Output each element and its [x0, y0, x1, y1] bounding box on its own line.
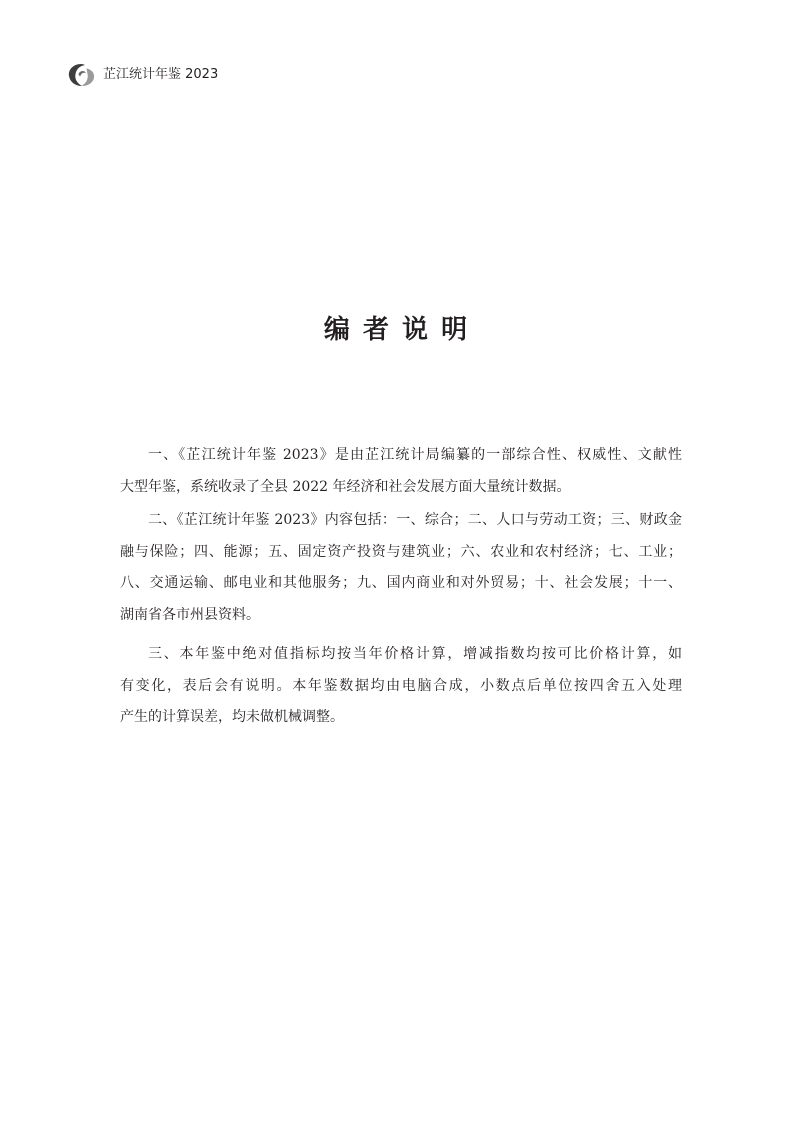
text-line: 湖南省各市州县资料。 [120, 606, 260, 623]
text-line: 八、交通运输、邮电业和其他服务；九、国内商业和对外贸易；十、社会发展；十一、 [120, 575, 682, 591]
text-line: 三、本年鉴中绝对值指标均按当年价格计算，增减指数均按可比价格计算，如 [148, 646, 682, 662]
text-line: 大型年鉴，系统收录了全县 2022 年经济和社会发展方面大量统计数据。 [120, 478, 571, 495]
yearbook-logo-icon [66, 61, 98, 89]
note-paragraph-1 [120, 440, 682, 503]
text-line: 一、《芷江统计年鉴 2023》是由芷江统计局编纂的一部综合性、权威性、文献性 [148, 447, 682, 463]
note-paragraph-3 [120, 639, 682, 734]
page-title: 编 者 说 明 [323, 315, 470, 345]
text-line: 产生的计算误差，均未做机械调整。 [120, 709, 344, 725]
notes-body [120, 440, 682, 734]
text-line: 融与保险；四、能源；五、固定资产投资与建筑业；六、农业和农村经济；七、工业； [120, 543, 682, 560]
note-paragraph-2 [120, 505, 682, 631]
text-line: 有变化，表后会有说明。本年鉴数据均由电脑合成，小数点后单位按四舍五入处理 [120, 677, 682, 694]
running-header [66, 61, 218, 89]
text-line: 二、《芷江统计年鉴 2023》内容包括：一、综合；二、人口与劳动工资；三、财政金 [148, 512, 682, 528]
running-title: 芷江统计年鉴 2023 [103, 67, 219, 82]
